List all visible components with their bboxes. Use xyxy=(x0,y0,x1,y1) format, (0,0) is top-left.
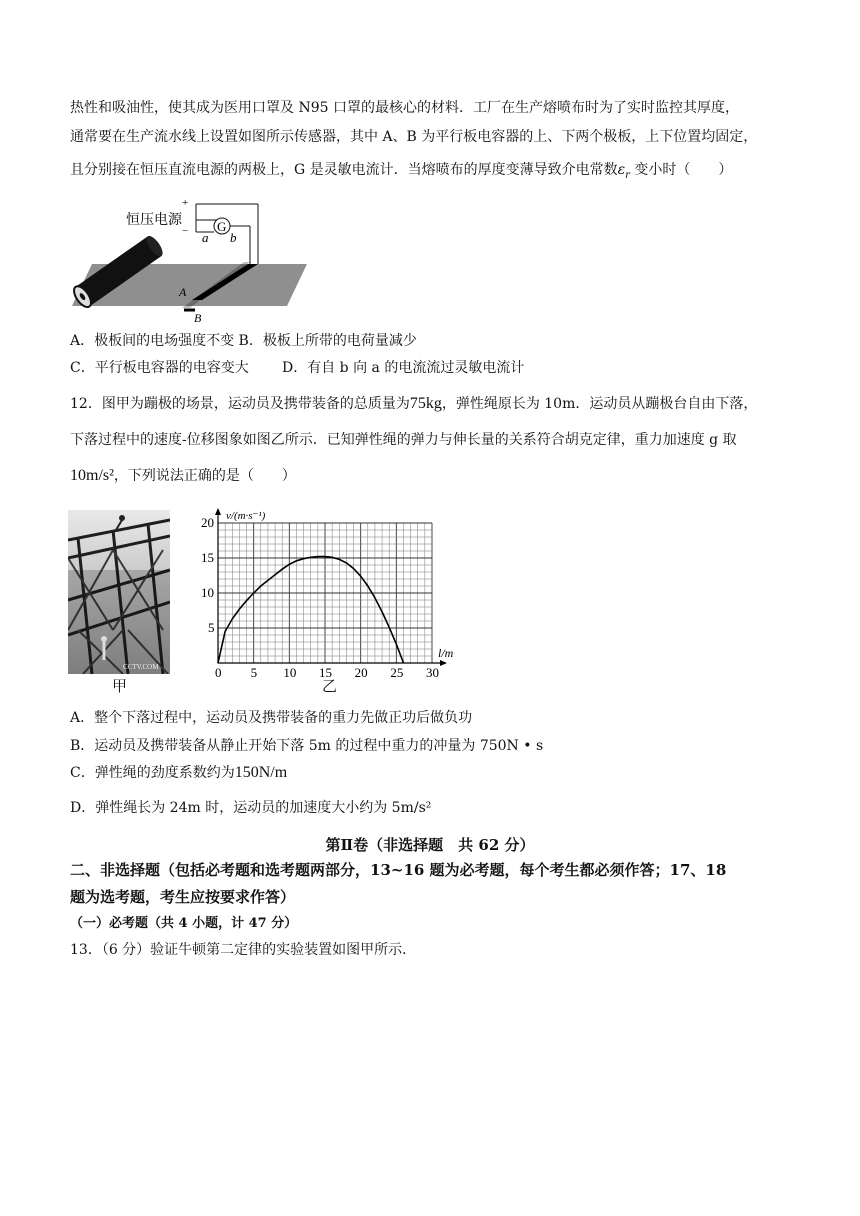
part-two-title: 第Ⅱ卷（非选择题 共 62 分） xyxy=(325,836,535,854)
data-point xyxy=(389,627,390,628)
source-label: 恒压电源 xyxy=(126,213,182,228)
epsilon-subscript: r xyxy=(625,169,630,181)
bungee-photo xyxy=(68,510,170,674)
mass-value: 75kg xyxy=(409,395,442,412)
section-heading-line-2: 题为选考题，考生应按要求作答） xyxy=(70,888,296,906)
q13-text: 13．（6 分）验证牛顿第二定律的实验装置如图甲所示． xyxy=(70,942,417,958)
x-axis-label: l/m xyxy=(438,646,454,660)
q12-line-1-text: 12．图甲为蹦极的场景，运动员及携带装备的总质量为 xyxy=(70,396,410,412)
data-point xyxy=(253,592,254,593)
q11-line-3-text: 且分别接在恒压直流电源的两极上，G 是灵敏电流计．当熔喷布的厚度变薄导致介电常数 xyxy=(70,162,618,178)
graph-axes xyxy=(215,508,447,666)
data-point xyxy=(310,557,311,558)
photo-watermark: CCTV.COM xyxy=(123,663,159,671)
epsilon-symbol: ε xyxy=(617,162,626,178)
x-tick-label: 20 xyxy=(354,665,368,680)
q11-line-2: 通常要在生产流水线上设置如图所示传感器，其中 A、B 为平行板电容器的上、下两个极板，上下位置均固定， xyxy=(70,129,758,145)
data-point xyxy=(260,585,261,586)
data-point xyxy=(346,562,347,563)
data-point xyxy=(396,644,397,645)
q12-line-3-end: ，下列说法正确的是（ ） xyxy=(113,468,296,484)
data-point xyxy=(367,585,368,586)
q11-line-1: 热性和吸油性，使其成为医用口罩及 N95 口罩的最核心的材料．工厂在生产熔喷布时为了实时监控其厚度， xyxy=(70,100,739,116)
y-tick-label: 15 xyxy=(201,550,214,565)
terminal-b: b xyxy=(230,230,237,245)
data-point xyxy=(246,600,247,601)
data-point xyxy=(381,611,382,612)
data-point xyxy=(217,662,218,663)
data-point xyxy=(225,631,226,632)
data-point xyxy=(374,597,375,598)
data-point xyxy=(360,576,361,577)
graph-grid xyxy=(218,523,432,663)
x-tick-label: 5 xyxy=(250,665,258,680)
data-point xyxy=(403,662,404,663)
x-tick-label: 15 xyxy=(319,665,332,680)
q12-line-2: 下落过程中的速度-位移图象如图乙所示．已知弹性绳的弹力与伸长量的关系符合胡克定律，重力加速度 g 取 xyxy=(70,432,737,448)
data-point xyxy=(232,618,233,619)
section-heading-line-1: 二、非选择题（包括必考题和选考题两部分，13~16 题为必考题，每个考生都必须作答；17、18 xyxy=(70,861,727,879)
graph-caption: 乙 xyxy=(322,677,338,695)
q12-line-3 xyxy=(70,466,296,486)
q12-line-1-end: ，弹性绳原长为 10m．运动员从蹦极台自由下落， xyxy=(441,396,758,412)
data-point xyxy=(274,574,275,575)
capacitor-sensor-diagram xyxy=(62,196,312,324)
data-point xyxy=(332,557,333,558)
plus-sign: + xyxy=(182,197,189,209)
q11-line-3-end: 变小时（ ） xyxy=(629,162,733,178)
q11-option-d: D．有自 b 向 a 的电流流过灵敏电流计 xyxy=(282,360,525,376)
data-point xyxy=(303,558,304,559)
q12-line-1 xyxy=(70,394,757,414)
data-point xyxy=(317,556,318,557)
data-point xyxy=(239,609,240,610)
data-point xyxy=(339,559,340,560)
gravity-value: 10m/s² xyxy=(70,467,114,484)
data-point xyxy=(324,556,325,557)
q11-option-ab: A．极板间的电场强度不变 B．极板上所带的电荷量减少 xyxy=(70,333,417,349)
galvanometer-label: G xyxy=(217,219,227,234)
subsection-heading: （一）必考题（共 4 小题，计 47 分） xyxy=(70,916,298,931)
y-axis-arrow xyxy=(215,508,221,515)
q11-line-3 xyxy=(70,160,732,186)
terminal-a: a xyxy=(202,230,209,245)
data-point xyxy=(353,568,354,569)
q11-option-c: C．平行板电容器的电容变大 xyxy=(70,360,249,376)
q12-option-a: A．整个下落过程中，运动员及携带装备的重力先做正功后做负功 xyxy=(70,710,473,726)
q12-option-c xyxy=(70,763,287,783)
x-tick-label: 0 xyxy=(215,665,222,680)
x-tick-label: 10 xyxy=(283,665,297,680)
plate-b-label: B xyxy=(194,311,202,324)
q12-option-d: D．弹性绳长为 24m 时，运动员的加速度大小约为 5m/s² xyxy=(70,800,432,816)
data-point xyxy=(282,569,283,570)
spring-constant: 150N/m xyxy=(234,764,288,781)
q12-option-c-text: C．弹性绳的劲度系数约为 xyxy=(70,765,235,781)
q12-option-b: B．运动员及携带装备从静止开始下落 5m 的过程中重力的冲量为 750N • s xyxy=(70,738,544,754)
data-point xyxy=(296,560,297,561)
velocity-displacement-graph xyxy=(196,505,476,705)
y-tick-label: 20 xyxy=(201,515,214,530)
data-point xyxy=(289,564,290,565)
photo-caption: 甲 xyxy=(112,677,128,695)
y-axis-label: v/(m·s⁻¹) xyxy=(226,510,266,522)
x-tick-label: 30 xyxy=(426,665,439,680)
x-tick-label: 25 xyxy=(390,665,404,680)
data-point xyxy=(267,580,268,581)
plate-a-label: A xyxy=(179,285,187,299)
minus-sign: − xyxy=(182,225,189,237)
x-axis-arrow xyxy=(440,660,447,666)
y-tick-label: 10 xyxy=(201,585,214,600)
y-tick-label: 5 xyxy=(208,620,215,635)
